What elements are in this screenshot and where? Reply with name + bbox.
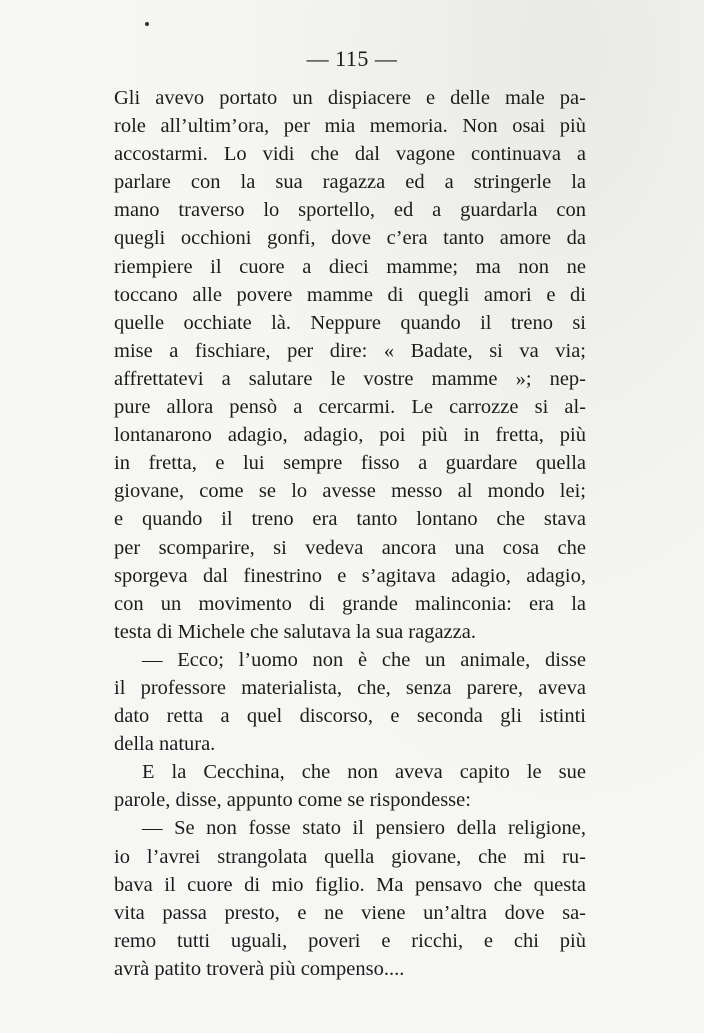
text-line: remo tutti uguali, poveri e ricchi, e chi più xyxy=(114,929,586,952)
text-line: role all’ultim’ora, per mia memoria. Non osai più xyxy=(114,115,586,138)
text-line: riempiere il cuore a dieci mamme; ma non ne xyxy=(114,255,586,278)
text-line: quegli occhioni gonfi, dove c’era tanto amore da xyxy=(114,227,586,250)
text-line: — Ecco; l’uomo non è che un animale, disse xyxy=(142,648,586,671)
text-line: sporgeva dal finestrino e s’agitava adagio, adagio, xyxy=(114,564,586,587)
text-line: per scomparire, si vedeva ancora una cosa che xyxy=(114,536,586,559)
text-line: e quando il treno era tanto lontano che stava xyxy=(114,508,586,531)
text-line: con un movimento di grande malinconia: era la xyxy=(114,592,586,615)
text-line: mise a fischiare, per dire: « Badate, si va via; xyxy=(114,339,586,362)
text-line: lontanarono adagio, adagio, poi più in fretta, più xyxy=(114,424,586,447)
text-line: testa di Michele che salutava la sua ragazza. xyxy=(114,620,476,643)
text-line: quelle occhiate là. Neppure quando il treno si xyxy=(114,311,586,334)
text-line: mano traverso lo sportello, ed a guardarla con xyxy=(114,199,586,222)
text-line: parole, disse, appunto come se rispondesse: xyxy=(114,789,471,812)
text-line: — Se non fosse stato il pensiero della religione, xyxy=(142,817,586,840)
text-line: toccano alle povere mamme di quegli amori e di xyxy=(114,283,586,306)
page-number: — 115 — xyxy=(306,46,398,71)
text-line: E la Cecchina, che non aveva capito le sue xyxy=(142,761,586,784)
text-line: affrettatevi a salutare le vostre mamme »; nep- xyxy=(114,367,586,390)
text-line: il professore materialista, che, senza parere, aveva xyxy=(114,676,586,699)
body-text xyxy=(114,84,586,983)
text-line: pure allora pensò a cercarmi. Le carrozze si al- xyxy=(114,396,586,419)
text-line: io l’avrei strangolata quella giovane, che mi ru- xyxy=(114,845,586,868)
text-line: giovane, come se lo avesse messo al mondo lei; xyxy=(114,480,586,503)
text-line: in fretta, e lui sempre fisso a guardare quella xyxy=(114,452,586,475)
text-line: della natura. xyxy=(114,733,216,756)
text-line: vita passa presto, e ne viene un’altra dove sa- xyxy=(114,901,586,924)
text-line: bava il cuore di mio figlio. Ma pensavo che questa xyxy=(114,873,586,896)
text-line: Gli avevo portato un dispiacere e delle male pa- xyxy=(114,87,586,109)
text-line: accostarmi. Lo vidi che dal vagone continuava a xyxy=(114,143,586,166)
ink-speck xyxy=(145,22,149,26)
text-line: dato retta a quel discorso, e seconda gli istinti xyxy=(114,705,586,728)
text-line: parlare con la sua ragazza ed a stringerle la xyxy=(114,171,586,194)
text-line: avrà patito troverà più compenso.... xyxy=(114,957,405,980)
